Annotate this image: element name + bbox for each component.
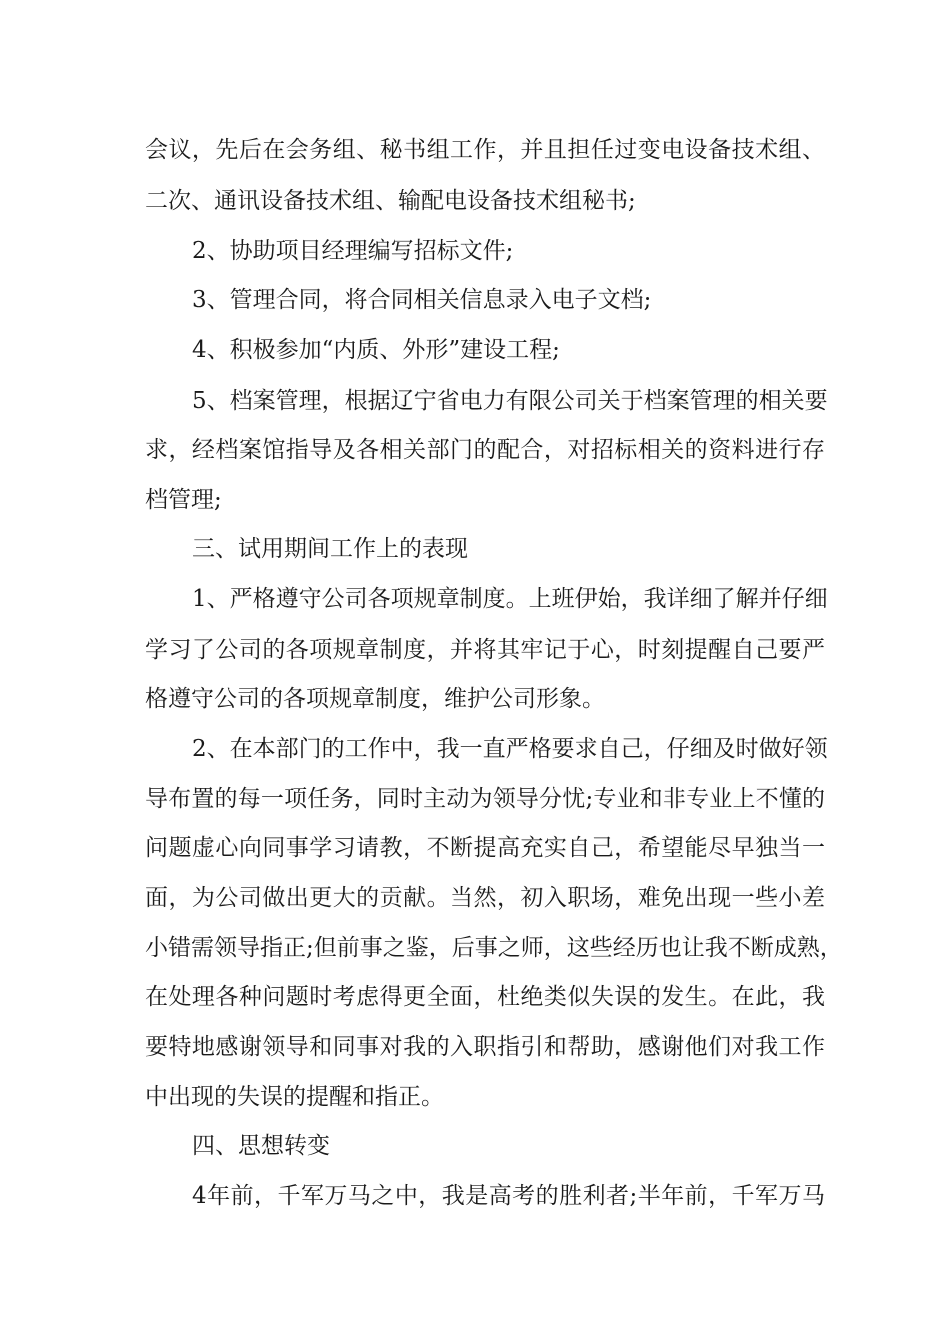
text-line: 面，为公司做出更大的贡献。当然，初入职场，难免出现一些小差 — [145, 885, 825, 911]
text-line: 二次、通讯设备技术组、输配电设备技术组秘书; — [145, 188, 636, 214]
text-line: 3、管理合同，将合同相关信息录入电子文档; — [192, 287, 652, 313]
text-line: 4、积极参加“内质、外形”建设工程; — [192, 337, 560, 363]
text-line: 导布置的每一项任务，同时主动为领导分忧;专业和非专业上不懂的 — [145, 786, 825, 812]
text-line: 中出现的失误的提醒和指正。 — [145, 1084, 444, 1110]
text-line: 学习了公司的各项规章制度，并将其牢记于心，时刻提醒自己要严 — [145, 637, 825, 663]
text-line: 2、协助项目经理编写招标文件; — [192, 238, 514, 264]
text-line: 格遵守公司的各项规章制度，维护公司形象。 — [145, 686, 605, 712]
text-line: 在处理各种问题时考虑得更全面，杜绝类似失误的发生。在此，我 — [145, 984, 825, 1010]
text-line: 要特地感谢领导和同事对我的入职指引和帮助，感谢他们对我工作 — [145, 1034, 825, 1060]
section-heading: 四、思想转变 — [192, 1133, 330, 1159]
text-line: 会议，先后在会务组、秘书组工作，并且担任过变电设备技术组、 — [145, 137, 825, 163]
section-heading: 三、试用期间工作上的表现 — [192, 536, 468, 562]
text-line: 求，经档案馆指导及各相关部门的配合，对招标相关的资料进行存 — [145, 437, 825, 463]
text-line: 小错需领导指正;但前事之鉴，后事之师，这些经历也让我不断成熟， — [145, 935, 843, 961]
text-line: 2、在本部门的工作中，我一直严格要求自己，仔细及时做好领 — [192, 736, 828, 762]
text-line: 问题虚心向同事学习请教，不断提高充实自己，希望能尽早独当一 — [145, 835, 825, 861]
text-line: 5、档案管理，根据辽宁省电力有限公司关于档案管理的相关要 — [192, 388, 828, 414]
text-line: 4年前，千军万马之中，我是高考的胜利者;半年前，千军万马 — [192, 1183, 825, 1209]
text-line: 档管理; — [145, 487, 222, 513]
text-line: 1、严格遵守公司各项规章制度。上班伊始，我详细了解并仔细 — [192, 586, 828, 612]
